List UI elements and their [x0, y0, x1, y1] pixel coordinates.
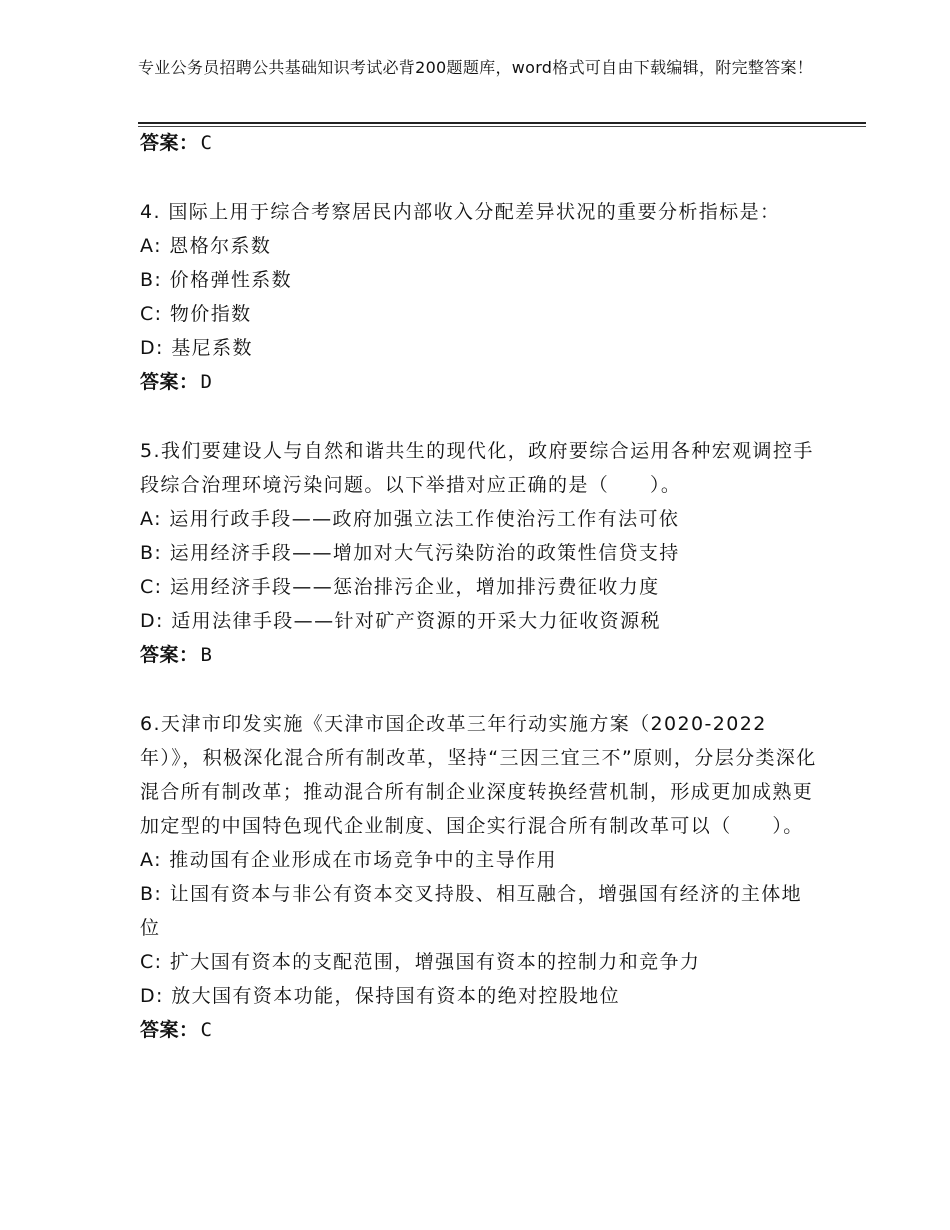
page-header: 专业公务员招聘公共基础知识考试必背200题题库，word格式可自由下载编辑，附完整答案！	[138, 58, 814, 77]
option-a: A: 运用行政手段——政府加强立法工作使治污工作有法可依	[140, 508, 680, 530]
option-c: C: 物价指数	[140, 303, 252, 325]
option-b: B: 让国有资本与非公有资本交叉持股、相互融合，增强国有经济的主体地位	[140, 883, 803, 939]
question-block	[140, 195, 820, 399]
question-text: 4. 国际上用于综合考察居民内部收入分配差异状况的重要分析指标是：	[140, 201, 781, 223]
option-d: D: 适用法律手段——针对矿产资源的开采大力征收资源税	[140, 610, 661, 632]
option-c: C: 运用经济手段——惩治排污企业，增加排污费征收力度	[140, 576, 660, 598]
answer-line	[140, 1013, 820, 1047]
spacer	[140, 672, 820, 707]
spacer	[140, 399, 820, 434]
answer-value: C	[200, 132, 213, 154]
answer-line	[140, 638, 820, 672]
header-rule-thick	[138, 122, 866, 124]
answer-value: B	[200, 644, 213, 666]
answer-label: 答案：	[140, 371, 199, 393]
option-c: C: 扩大国有资本的支配范围，增强国有资本的控制力和竞争力	[140, 951, 701, 973]
option-b: B: 价格弹性系数	[140, 269, 293, 291]
question-text: 6.天津市印发实施《天津市国企改革三年行动实施方案（2020-2022年）》，积极深化混合所有制改革，坚持“三因三宜三不”原则，分层分类深化混合所有制改革；推动混合所有制企业深度转换经营机制，形成更加成熟更加定型的中国特色现代企业制度、国企实行混合所有制改革可以（ ）。	[140, 713, 817, 837]
answer-line	[140, 365, 820, 399]
answer-label: 答案：	[140, 644, 199, 666]
option-a: A: 恩格尔系数	[140, 235, 272, 257]
answer-value: D	[200, 371, 213, 393]
answer-label: 答案：	[140, 132, 199, 154]
answer-line	[140, 126, 820, 160]
question-block	[140, 707, 820, 1047]
option-b: B: 运用经济手段——增加对大气污染防治的政策性信贷支持	[140, 542, 680, 564]
option-d: D: 放大国有资本功能，保持国有资本的绝对控股地位	[140, 985, 621, 1007]
option-a: A: 推动国有企业形成在市场竞争中的主导作用	[140, 849, 557, 871]
question-list	[140, 126, 820, 1047]
spacer	[140, 160, 820, 195]
answer-value: C	[200, 1019, 213, 1041]
option-d: D: 基尼系数	[140, 337, 253, 359]
question-block	[140, 434, 820, 672]
question-text: 5.我们要建设人与自然和谐共生的现代化，政府要综合运用各种宏观调控手段综合治理环境污染问题。以下举措对应正确的是（ ）。	[140, 440, 814, 496]
answer-label: 答案：	[140, 1019, 199, 1041]
